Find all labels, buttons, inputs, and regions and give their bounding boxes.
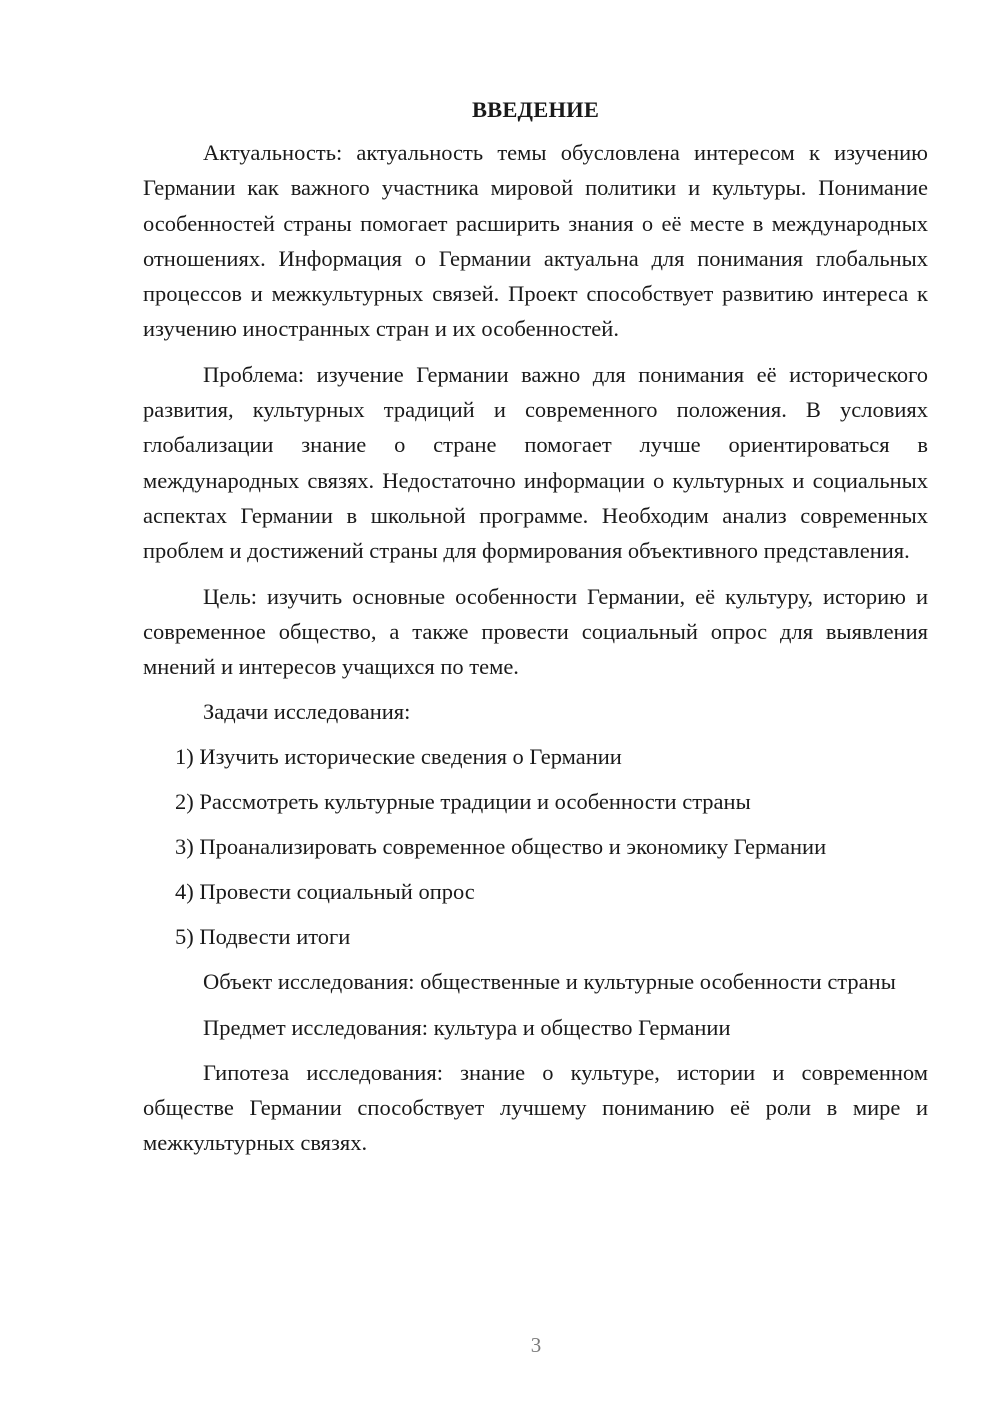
subject-paragraph: Предмет исследования: культура и общество Германии bbox=[203, 1014, 731, 1040]
relevance-paragraph: Актуальность: актуальность темы обусловлена интересом к изучению Германии как важного участника мировой политики и культуры. Понимание особенностей страны помогает расширить знания о её месте в международных отношениях. Информация о Германии актуальна для понимания глобальных процессов и межкультурных связей. Проект способствует развитию интереса к изучению иностранных стран и их особенностей. bbox=[143, 140, 928, 342]
list-item: 1) Изучить исторические сведения о Германии bbox=[175, 744, 622, 770]
document-page bbox=[143, 92, 928, 1171]
list-item: 2) Рассмотреть культурные традиции и особенности страны bbox=[175, 789, 751, 815]
page-title: ВВЕДЕНИЕ bbox=[471, 97, 600, 122]
page-number: 3 bbox=[530, 1333, 542, 1357]
tasks-list bbox=[143, 739, 928, 954]
list-item: 4) Провести социальный опрос bbox=[175, 879, 475, 905]
list-item: 5) Подвести итоги bbox=[175, 924, 351, 950]
goal-paragraph: Цель: изучить основные особенности Германии, её культуру, историю и современное общество, а также провести социальный опрос для выявления мнений и интересов учащихся по теме. bbox=[143, 583, 928, 680]
object-paragraph: Объект исследования: общественные и культурные особенности страны bbox=[203, 969, 896, 995]
tasks-heading: Задачи исследования: bbox=[203, 699, 411, 725]
hypothesis-paragraph: Гипотеза исследования: знание о культуре, истории и современном обществе Германии способствует лучшему пониманию её роли в мире и межкультурных связях. bbox=[143, 1059, 928, 1156]
problem-paragraph: Проблема: изучение Германии важно для понимания её исторического развития, культурных традиций и современного положения. В условиях глобализации знание о стране помогает лучше ориентироваться в международных связях. Недостаточно информации о культурных и социальных аспектах Германии в школьной программе. Необходим анализ современных проблем и достижений страны для формирования объективного представления. bbox=[143, 361, 928, 564]
list-item: 3) Проанализировать современное общество и экономику Германии bbox=[175, 834, 827, 860]
